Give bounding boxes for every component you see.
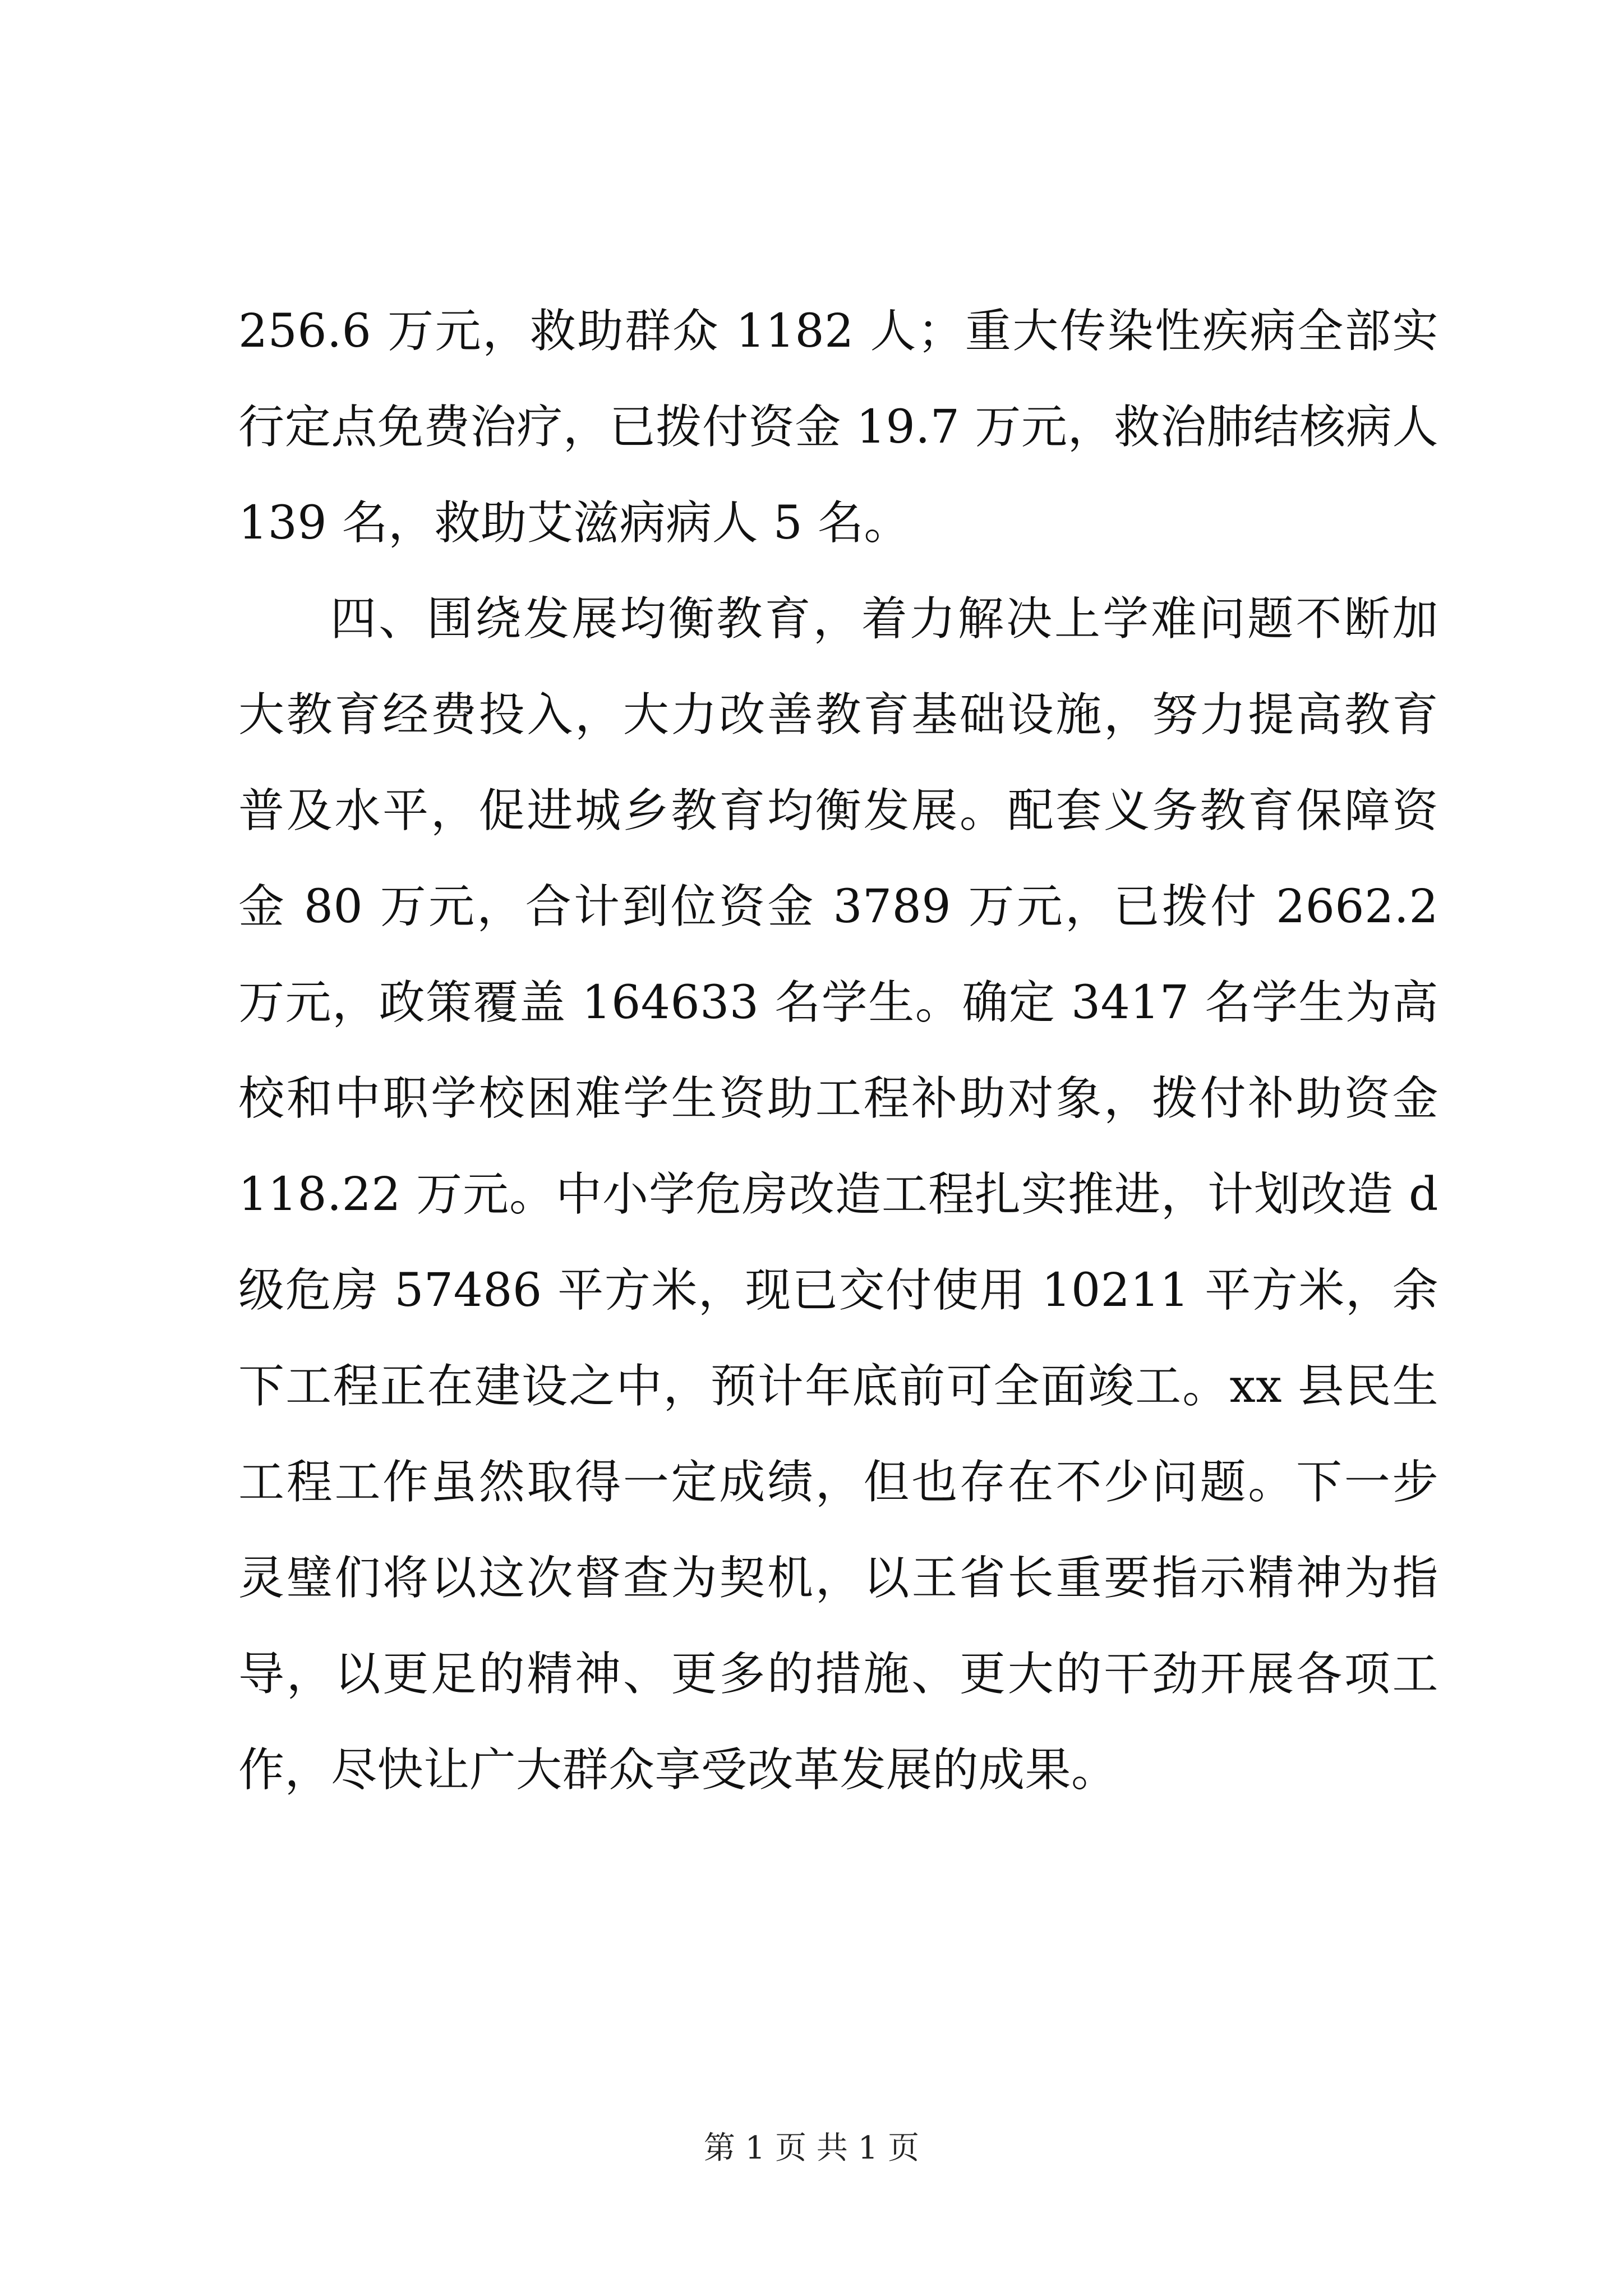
paragraph-education-section: 四、围绕发展均衡教育，着力解决上学难问题不断加大教育经费投入，大力改善教育基础设施，努力提高教育普及水平，促进城乡教育均衡发展。配套义务教育保障资金 80 万元，合计到位资金 3789 万元，已拨付 2662.2 万元，政策覆盖 164633 名学生。确定 3417 名学生为高校和中职学校困难学生资助工程补助对象，拨付补助资金 118.22 万元。中小学危房改造工程扎实推进，计划改造 d 级危房 57486 平方米，现已交付使用 10211 平方米，余下工程正在建设之中，预计年底前可全面竣工。xx 县民生工程工作虽然取得一定成绩，但也存在不少问题。下一步灵璧们将以这次督查为契机，以王省长重要指示精神为指导，以更足的精神、更多的措施、更大的干劲开展各项工作，尽快让广大群众享受改革发展的成果。 <box>238 592 1438 1797</box>
document-body <box>238 283 1438 1818</box>
page-footer: 第 1 页 共 1 页 <box>703 2130 920 2166</box>
paragraph-continuation: 256.6 万元，救助群众 1182 人；重大传染性疾病全部实行定点免费治疗，已拨付资金 19.7 万元，救治肺结核病人 139 名，救助艾滋病病人 5 名。 <box>238 305 1438 550</box>
